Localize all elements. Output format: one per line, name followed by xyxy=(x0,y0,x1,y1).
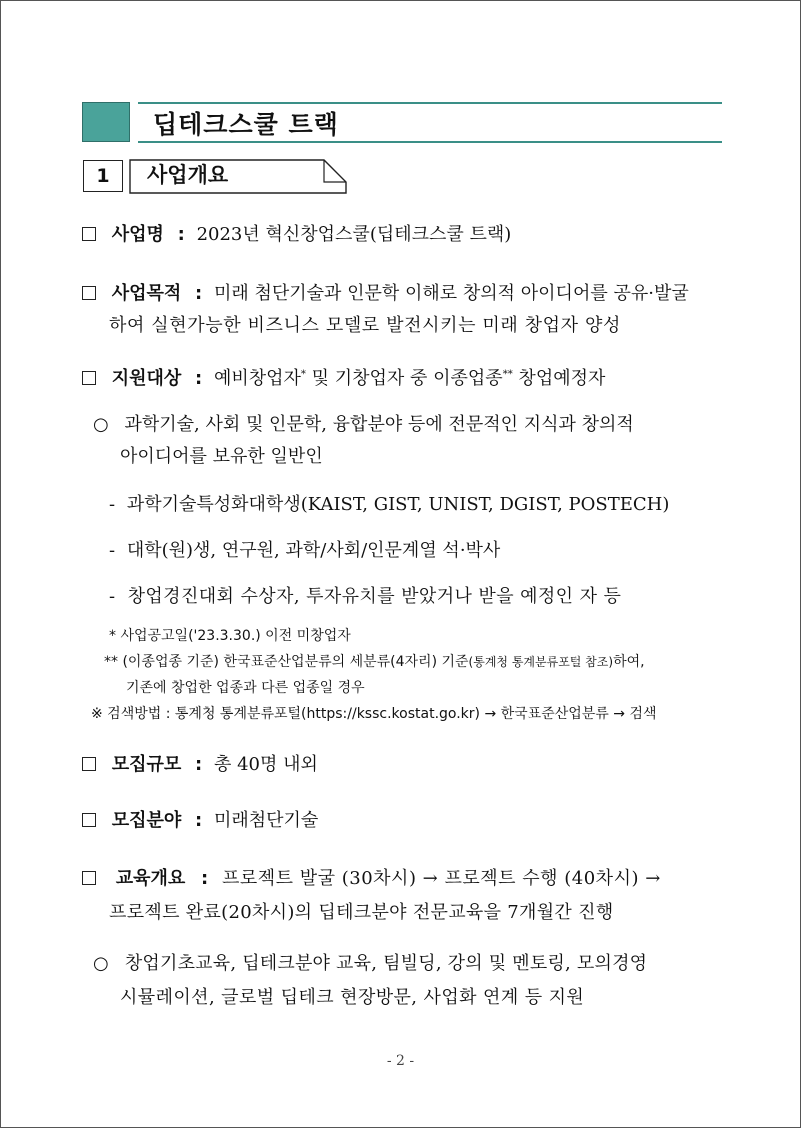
item-label: 모집분야 xyxy=(111,810,182,831)
item-education xyxy=(82,867,661,891)
footnote-2 xyxy=(104,652,645,672)
footnote-text: ** (이종업종 기준) 한국표준산업분류의 세분류(4자리) 기준 xyxy=(104,654,469,670)
title-rule-bottom xyxy=(138,141,722,143)
page-title: 딥테크스쿨 트랙 xyxy=(153,110,339,139)
colon: : xyxy=(195,368,203,389)
sub-item-text: 과학기술, 사회 및 인문학, 융합분야 등에 전문적인 지식과 창의적 xyxy=(124,414,634,435)
item-label: 교육개요 xyxy=(115,868,186,889)
checkbox-square-icon xyxy=(82,371,96,385)
page-number: - 2 - xyxy=(386,1053,415,1069)
colon: : xyxy=(195,810,203,831)
search-method-note: ※ 검색방법 : 통계청 통계분류포털(https://kssc.kostat.go.kr) → 한국표준산업분류 → 검색 xyxy=(91,706,657,722)
item-value: 프로젝트 발굴 (30차시) → 프로젝트 수행 (40차시) → xyxy=(221,868,661,889)
checkbox-square-icon xyxy=(82,813,96,827)
footnote-mark: ** xyxy=(502,369,513,380)
item-value: 2023년 혁신창업스쿨(딥테크스쿨 트랙) xyxy=(196,224,512,245)
dash-item xyxy=(109,493,669,517)
dash-item xyxy=(109,585,621,609)
dash-item-text: 과학기술특성화대학생(KAIST, GIST, UNIST, DGIST, POSTECH) xyxy=(126,494,670,515)
footnote-1: * 사업공고일('23.3.30.) 이전 미창업자 xyxy=(109,628,351,644)
education-sub-item-cont: 시뮬레이션, 글로벌 딥테크 현장방문, 사업화 연계 등 지원 xyxy=(120,987,585,1008)
footnote-2-cont: 기존에 창업한 업종과 다른 업종일 경우 xyxy=(126,680,365,696)
title-accent-box xyxy=(82,102,130,142)
dash-bullet: - xyxy=(109,540,116,561)
item-value: 창업예정자 xyxy=(512,368,606,389)
item-value: 총 40명 내외 xyxy=(213,754,318,775)
education-sub-item xyxy=(93,952,647,976)
checkbox-square-icon xyxy=(82,227,96,241)
colon: : xyxy=(177,224,185,245)
dash-item xyxy=(109,539,500,563)
footnote-mark: * xyxy=(300,369,306,380)
colon: : xyxy=(195,754,203,775)
colon: : xyxy=(195,283,203,304)
item-label: 지원대상 xyxy=(111,368,182,389)
item-value: 및 기창업자 중 이종업종 xyxy=(305,368,503,389)
item-label: 사업목적 xyxy=(111,283,182,304)
item-field xyxy=(82,809,318,833)
item-value: 미래첨단기술 xyxy=(213,810,319,831)
item-label: 사업명 xyxy=(111,224,164,245)
item-name xyxy=(82,223,511,247)
dash-bullet: - xyxy=(109,586,116,607)
item-scale xyxy=(82,753,318,777)
dash-item-text: 대학(원)생, 연구원, 과학/사회/인문계열 석·박사 xyxy=(126,540,501,561)
circle-bullet-icon: ○ xyxy=(93,414,109,435)
dash-item-text: 창업경진대회 수상자, 투자유치를 받았거나 받을 예정인 자 등 xyxy=(127,586,622,607)
item-value: 예비창업자 xyxy=(213,368,301,389)
section-title: 사업개요 xyxy=(147,163,229,187)
sub-item-text: 창업기초교육, 딥테크분야 교육, 팀빌딩, 강의 및 멘토링, 모의경영 xyxy=(124,953,648,974)
dash-bullet: - xyxy=(109,494,116,515)
circle-bullet-icon: ○ xyxy=(93,953,109,974)
target-sub-item xyxy=(93,413,634,437)
section-number: 1 xyxy=(83,160,123,192)
target-sub-item-cont: 아이디어를 보유한 일반인 xyxy=(120,446,323,467)
item-education-cont: 프로젝트 완료(20차시)의 딥테크분야 전문교육을 7개월간 진행 xyxy=(109,902,614,923)
title-rule-top xyxy=(138,102,722,104)
item-purpose-cont: 하여 실현가능한 비즈니스 모델로 발전시키는 미래 창업자 양성 xyxy=(109,315,621,336)
footnote-ref: (통계청 통계분류포털 참조) xyxy=(468,655,614,669)
item-target xyxy=(82,367,605,391)
item-purpose xyxy=(82,282,689,306)
checkbox-square-icon xyxy=(82,286,96,300)
checkbox-square-icon xyxy=(82,757,96,771)
item-value: 미래 첨단기술과 인문학 이해로 창의적 아이디어를 공유·발굴 xyxy=(213,283,689,304)
checkbox-square-icon xyxy=(82,871,96,885)
colon: : xyxy=(201,868,209,889)
item-label: 모집규모 xyxy=(111,754,182,775)
footnote-text: 하여, xyxy=(613,654,645,670)
